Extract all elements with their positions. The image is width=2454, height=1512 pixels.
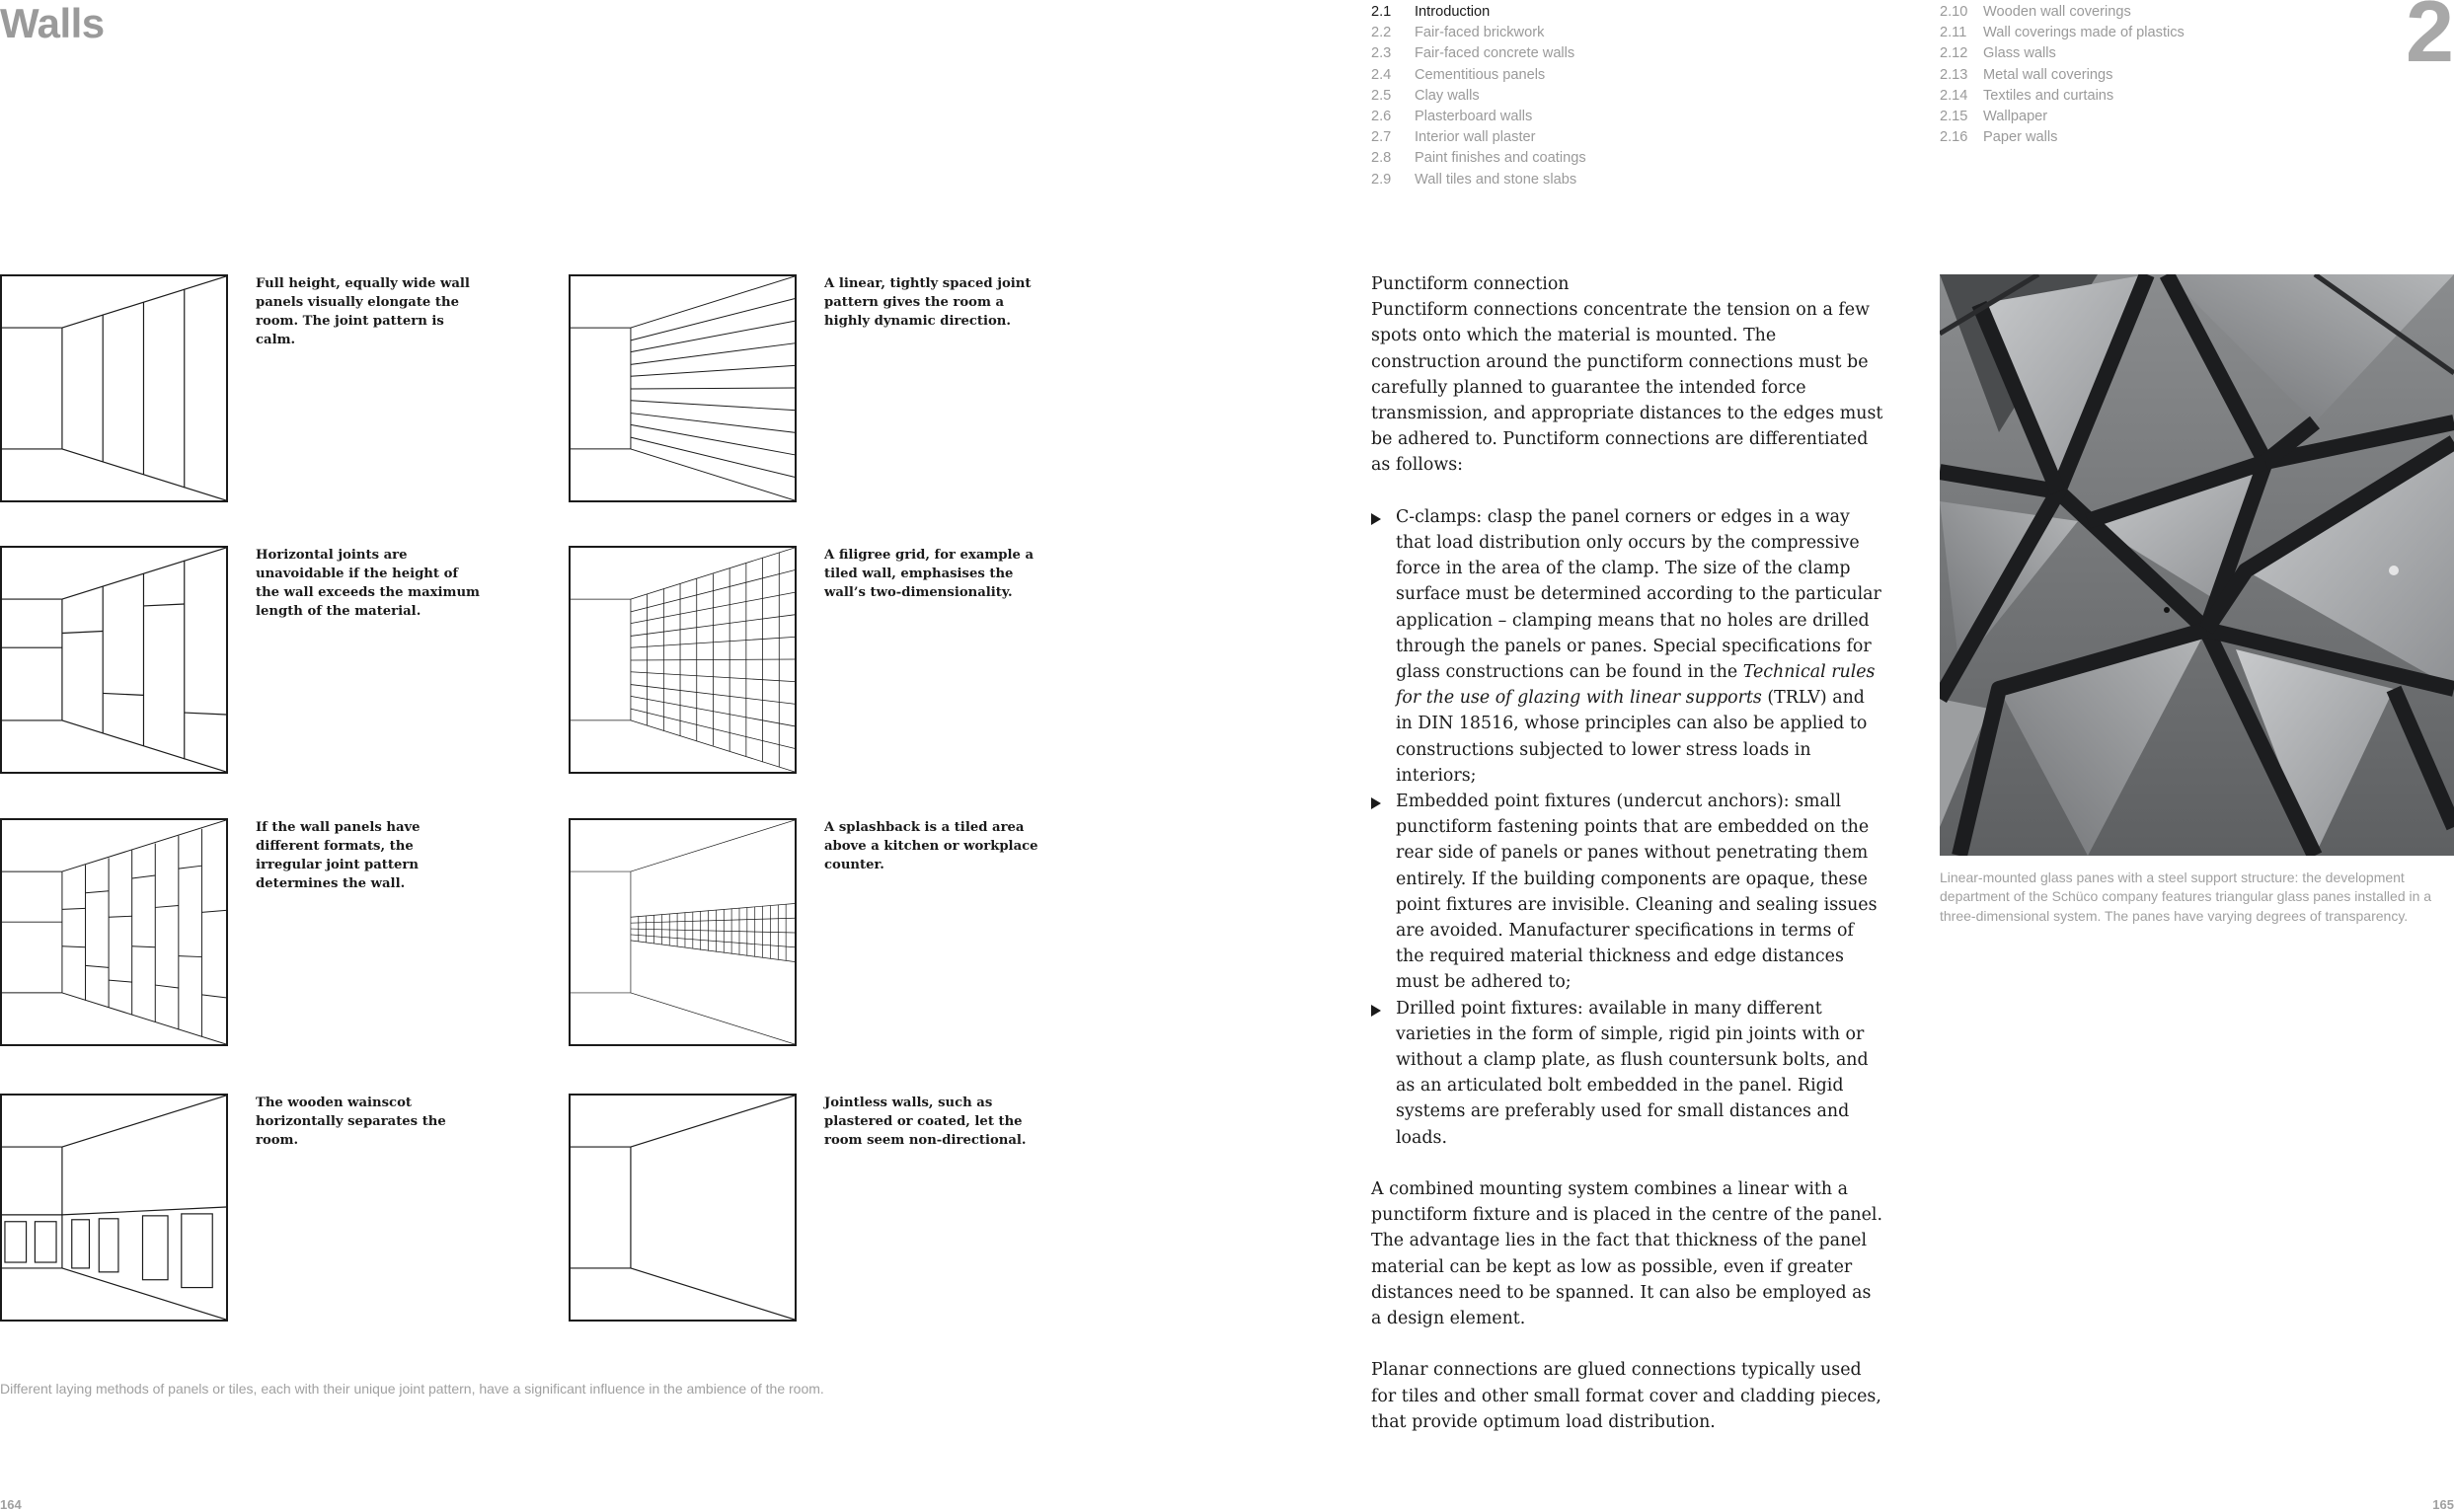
room-drawing-horizontal-joints	[2, 548, 226, 772]
photo-caption: Linear-mounted glass panes with a steel support structure: the development department of the Schüco company features triangular glass panes installed in a three-dimensional system. The panes have varying degrees of transparency.	[1940, 869, 2432, 924]
figure-splashback	[569, 818, 797, 1046]
toc-label: Paper walls	[1983, 129, 2058, 146]
toc-number: 2.15	[1940, 109, 1968, 125]
figure-linear-joints	[569, 274, 797, 502]
room-drawing-wainscot	[2, 1096, 226, 1320]
figure-caption-8: Jointless walls, such as plastered or coated, let the room seem non-directional.	[824, 1096, 1027, 1148]
room-drawing-irregular-panels	[2, 820, 226, 1044]
toc-number: 2.14	[1940, 87, 1968, 104]
toc-label: Cementitious panels	[1415, 66, 1546, 83]
chapter-number: 2	[2406, 0, 2454, 80]
toc-item-glass-walls[interactable]	[1940, 43, 2216, 64]
toc-label: Fair-faced brickwork	[1415, 25, 1545, 41]
figure-caption-7: The wooden wainscot horizontally separates the room.	[256, 1096, 446, 1148]
toc-item-wallpaper[interactable]	[1940, 107, 2216, 127]
figure-caption-5: If the wall panels have different formats, the irregular joint pattern determines the wall.	[256, 820, 421, 891]
section-heading: Punctiform connection	[1371, 274, 1570, 294]
toc-number: 2.8	[1371, 150, 1392, 167]
toc-item-textiles-curtains[interactable]	[1940, 86, 2216, 107]
toc-label: Wall tiles and stone slabs	[1415, 171, 1577, 188]
toc-label: Glass walls	[1983, 45, 2056, 62]
figure-caption-2: A linear, tightly spaced joint pattern gives the room a highly dynamic direction.	[824, 276, 1032, 329]
toc-number: 2.6	[1371, 109, 1392, 125]
toc-item-plastics[interactable]	[1940, 23, 2216, 43]
page-number-left: 164	[0, 1497, 22, 1512]
toc-item-wall-tiles[interactable]	[1371, 170, 1628, 190]
paragraph-planar-connections: Planar connections are glued connections typically used for tiles and other small format cover and cladding pieces, that provide optimum load distribution.	[1371, 1360, 1881, 1432]
toc-label: Paint finishes and coatings	[1415, 150, 1586, 167]
toc-number: 2.13	[1940, 66, 1968, 83]
room-drawing-filigree-grid	[571, 548, 795, 772]
figure-vertical-panels	[0, 274, 228, 502]
figure-filigree-grid	[569, 546, 797, 774]
toc-number: 2.7	[1371, 129, 1392, 146]
toc-item-cementitious-panels[interactable]	[1371, 65, 1628, 86]
toc-number: 2.10	[1940, 4, 1968, 20]
figure-irregular-panels	[0, 818, 228, 1046]
toc-label: Wallpaper	[1983, 109, 2048, 125]
triangular-glass-photo-illustration	[1940, 274, 2454, 856]
body-text	[1371, 271, 1884, 1435]
toc-item-metal-wall-coverings[interactable]	[1940, 65, 2216, 86]
bullet-italic-title: Technical rules for the use of glazing with linear supports	[1396, 662, 1876, 709]
room-drawing-linear-joints	[571, 276, 795, 500]
figure-caption-6: A splashback is a tiled area above a kitchen or workplace counter.	[824, 820, 1038, 872]
figure-horizontal-joints	[0, 546, 228, 774]
glass-panes-photo	[1940, 274, 2454, 856]
toc-number: 2.12	[1940, 45, 1968, 62]
bullet-triangle-icon	[1371, 797, 1381, 809]
bullet-c-clamps	[1371, 504, 1884, 789]
toc-number: 2.1	[1371, 4, 1392, 20]
figures-main-caption: Different laying methods of panels or tiles, each with their unique joint pattern, have a significant influence in the ambience of the room.	[0, 1381, 824, 1397]
splashback-tiles	[631, 904, 795, 962]
toc-number: 2.11	[1940, 25, 1967, 41]
bullet-triangle-icon	[1371, 1005, 1381, 1017]
toc-item-wooden-wall-coverings[interactable]	[1940, 2, 2216, 23]
toc-number: 2.3	[1371, 45, 1392, 62]
toc-item-fair-faced-concrete[interactable]	[1371, 43, 1628, 64]
figure-caption-4: A filigree grid, for example a tiled wall, emphasises the wall’s two-dimensionality.	[824, 548, 1035, 600]
toc-number: 2.4	[1371, 66, 1392, 83]
toc-number: 2.5	[1371, 87, 1392, 104]
toc-column-1	[1371, 2, 1628, 190]
bullet-embedded-point-fixtures	[1371, 789, 1884, 996]
bullet-text: Drilled point fixtures: available in many different varieties in the form of simple, rigid pin joints with or without a clamp plate, as flush countersunk bolts, and as an articulated bolt embedded in the panel. Rigid systems are preferably used for small distances and loads.	[1396, 998, 1869, 1148]
toc-item-interior-wall-plaster[interactable]	[1371, 127, 1628, 148]
toc-label: Wall coverings made of plastics	[1983, 25, 2185, 41]
figure-caption-3: Horizontal joints are unavoidable if the height of the wall exceeds the maximum length of the material.	[256, 548, 480, 619]
bullet-text: C-clamps: clasp the panel corners or edges in a way that load distribution only occurs by the compressive force in the area of the clamp. The size of the clamp surface must be determined according to the particular application – clamping means that no holes are drilled through the panels or panes. Special specifications for glass constructions can be found in the	[1396, 506, 1881, 683]
paragraph-combined-mounting: A combined mounting system combines a linear with a punctiform fixture and is placed in the centre of the panel. The advantage lies in the fact that thickness of the panel material can be kept as low as possible, even if greater distances need to be spanned. It can also be employed as a design element.	[1371, 1179, 1882, 1329]
toc-item-plasterboard-walls[interactable]	[1371, 107, 1628, 127]
room-drawing-vertical-panels	[2, 276, 226, 500]
toc-label: Clay walls	[1415, 87, 1480, 104]
toc-item-introduction[interactable]	[1371, 2, 1628, 23]
bullet-drilled-point-fixtures	[1371, 996, 1884, 1151]
grid-lines	[631, 553, 795, 767]
toc-item-fair-faced-brickwork[interactable]	[1371, 23, 1628, 43]
room-drawing-jointless	[571, 1096, 795, 1320]
toc-item-paint-finishes[interactable]	[1371, 148, 1628, 169]
toc-label: Metal wall coverings	[1983, 66, 2113, 83]
figure-caption-1: Full height, equally wide wall panels visually elongate the room. The joint pattern is calm.	[256, 276, 470, 347]
toc-item-paper-walls[interactable]	[1940, 127, 2216, 148]
toc-label: Wooden wall coverings	[1983, 4, 2131, 20]
page-number-right: 165	[2432, 1497, 2454, 1512]
toc-label: Introduction	[1415, 4, 1491, 20]
toc-column-2	[1940, 2, 2216, 148]
figure-jointless	[569, 1094, 797, 1322]
toc-label: Plasterboard walls	[1415, 109, 1533, 125]
room-drawing-splashback	[571, 820, 795, 1044]
toc-number: 2.2	[1371, 25, 1392, 41]
section-title: Walls	[0, 0, 105, 46]
toc-item-clay-walls[interactable]	[1371, 86, 1628, 107]
toc-label: Fair-faced concrete walls	[1415, 45, 1575, 62]
toc-number: 2.16	[1940, 129, 1968, 146]
toc-label: Textiles and curtains	[1983, 87, 2114, 104]
toc-number: 2.9	[1371, 171, 1392, 188]
intro-paragraph: Punctiform connections concentrate the tension on a few spots onto which the material is mounted. The construction around the punctiform connections must be carefully planned to guarantee the intended force transmission, and appropriate distances to the edges must be adhered to. Punctiform connections are differentiated as follows:	[1371, 300, 1883, 476]
bullet-text: (TRLV) and in DIN 18516, whose principles can also be applied to constructions subjected to lower stress loads in interiors;	[1396, 688, 1868, 786]
figure-wainscot	[0, 1094, 228, 1322]
toc-label: Interior wall plaster	[1415, 129, 1536, 146]
bullet-text: Embedded point fixtures (undercut anchors): small punctiform fastening points that are embedded on the rear side of panels or panes without penetrating them entirely. If the building components are opaque, these point fixtures are invisible. Cleaning and sealing issues are avoided. Manufacturer specifications in terms of the required material thickness and edge distances must be adhered to;	[1396, 792, 1878, 993]
bullet-triangle-icon	[1371, 513, 1381, 525]
